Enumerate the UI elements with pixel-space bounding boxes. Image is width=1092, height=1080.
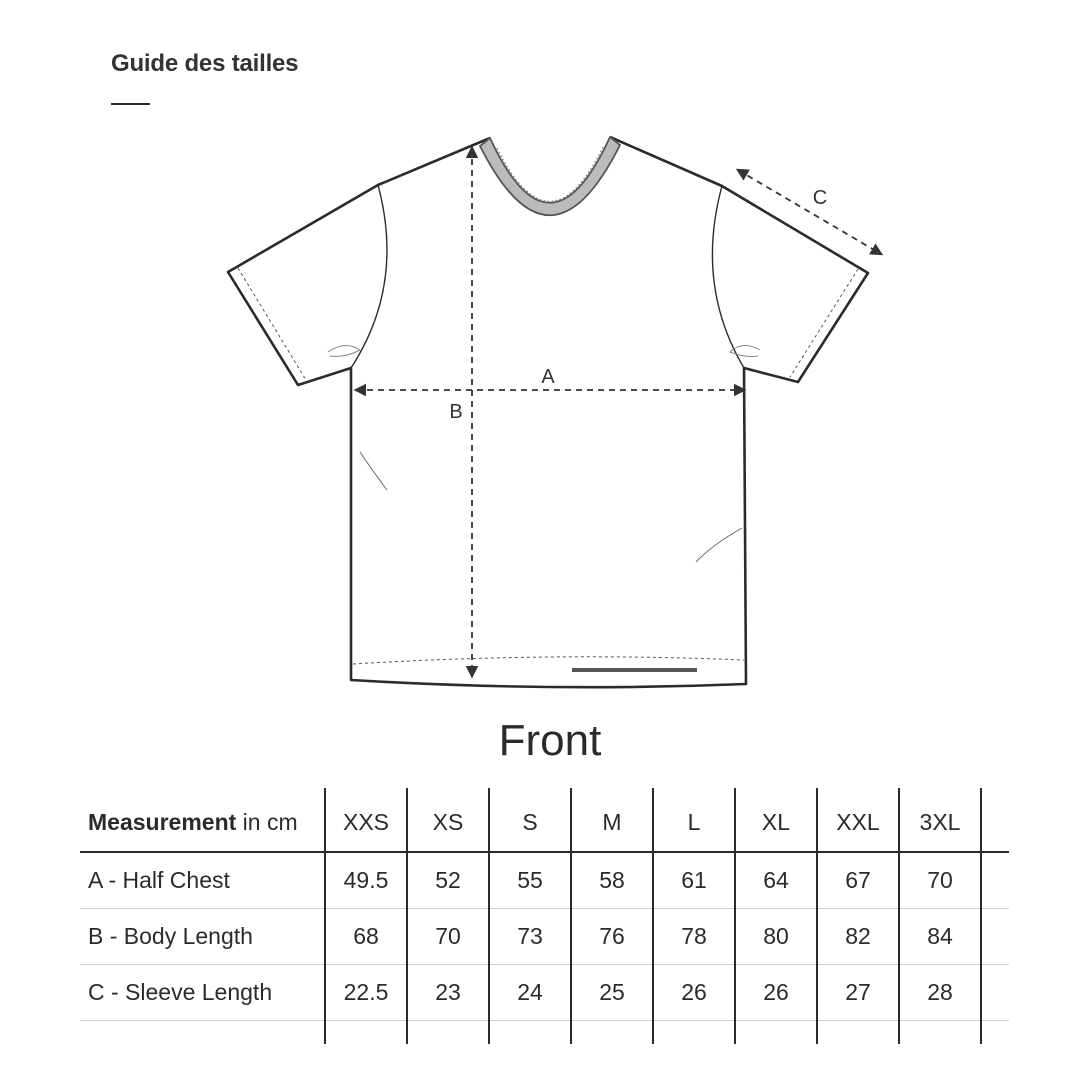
table-cell: 26 xyxy=(735,964,817,1020)
table-cell: 61 xyxy=(653,852,735,908)
size-header-xxs: XXS xyxy=(325,788,407,852)
table-cell: 78 xyxy=(653,908,735,964)
spacer-cell xyxy=(735,1020,817,1044)
spacer-cell xyxy=(407,1020,489,1044)
left-fold-line xyxy=(360,452,387,490)
view-label: Front xyxy=(498,716,602,765)
left-sleeve-seam xyxy=(351,185,387,368)
spacer-cell xyxy=(571,1020,653,1044)
row-label-half-chest: A - Half Chest xyxy=(80,852,325,908)
table-cell: 49.5 xyxy=(325,852,407,908)
measurement-unit: in cm xyxy=(242,809,298,835)
size-header-3xl: 3XL xyxy=(899,788,981,852)
table-cell: 84 xyxy=(899,908,981,964)
spacer-cell xyxy=(653,1020,735,1044)
table-cell: 70 xyxy=(407,908,489,964)
table-cell: 22.5 xyxy=(325,964,407,1020)
table-cell: 76 xyxy=(571,908,653,964)
left-sleeve-hem xyxy=(238,268,306,380)
table-cell: 82 xyxy=(817,908,899,964)
bottom-hem-stitch xyxy=(353,657,744,664)
table-row xyxy=(80,908,1009,964)
dimension-c-label: C xyxy=(812,187,828,209)
row-label-sleeve-length: C - Sleeve Length xyxy=(80,964,325,1020)
tshirt-outline xyxy=(228,137,868,687)
hem-label-tab xyxy=(572,668,697,672)
table-cell: 64 xyxy=(735,852,817,908)
spacer-cell xyxy=(817,1020,899,1044)
dimension-b-label: B xyxy=(449,401,463,423)
table-cell: 26 xyxy=(653,964,735,1020)
spacer-cell xyxy=(325,1020,407,1044)
size-header-m: M xyxy=(571,788,653,852)
size-header-xl: XL xyxy=(735,788,817,852)
table-cell: 55 xyxy=(489,852,571,908)
table-cell: 80 xyxy=(735,908,817,964)
measurement-header xyxy=(80,788,325,852)
table-cell: 27 xyxy=(817,964,899,1020)
row-tail-cell xyxy=(981,908,1009,964)
size-header-xs: XS xyxy=(407,788,489,852)
measurement-header-bold: Measurement xyxy=(88,809,237,835)
row-label-body-length: B - Body Length xyxy=(80,908,325,964)
collar-ribbing xyxy=(480,137,620,215)
table-spacer-row xyxy=(80,1020,1009,1044)
size-header-s: S xyxy=(489,788,571,852)
table-cell: 73 xyxy=(489,908,571,964)
table-cell: 25 xyxy=(571,964,653,1020)
size-header-l: L xyxy=(653,788,735,852)
dimension-a-label: A xyxy=(541,366,555,388)
row-tail-cell xyxy=(981,964,1009,1020)
table-cell: 28 xyxy=(899,964,981,1020)
table-cell: 67 xyxy=(817,852,899,908)
right-sleeve-hem xyxy=(790,269,858,377)
table-cell: 58 xyxy=(571,852,653,908)
right-fold-line xyxy=(696,528,742,562)
table-cell: 52 xyxy=(407,852,489,908)
spacer-cell xyxy=(80,1020,325,1044)
table-header-row xyxy=(80,788,1009,852)
dimension-c-line xyxy=(738,170,881,254)
table-cell: 24 xyxy=(489,964,571,1020)
left-underarm-crease xyxy=(328,345,360,356)
size-header-xxl: XXL xyxy=(817,788,899,852)
table-row xyxy=(80,852,1009,908)
right-sleeve-seam xyxy=(712,186,744,368)
size-table xyxy=(80,788,1009,1044)
table-cell: 70 xyxy=(899,852,981,908)
table-cell: 23 xyxy=(407,964,489,1020)
spacer-cell xyxy=(489,1020,571,1044)
table-row xyxy=(80,964,1009,1020)
page-title: Guide des tailles xyxy=(111,50,299,77)
spacer-cell xyxy=(981,1020,1009,1044)
table-cell: 68 xyxy=(325,908,407,964)
row-tail-cell xyxy=(981,852,1009,908)
spacer-cell xyxy=(899,1020,981,1044)
header-tail-cell xyxy=(981,788,1009,852)
